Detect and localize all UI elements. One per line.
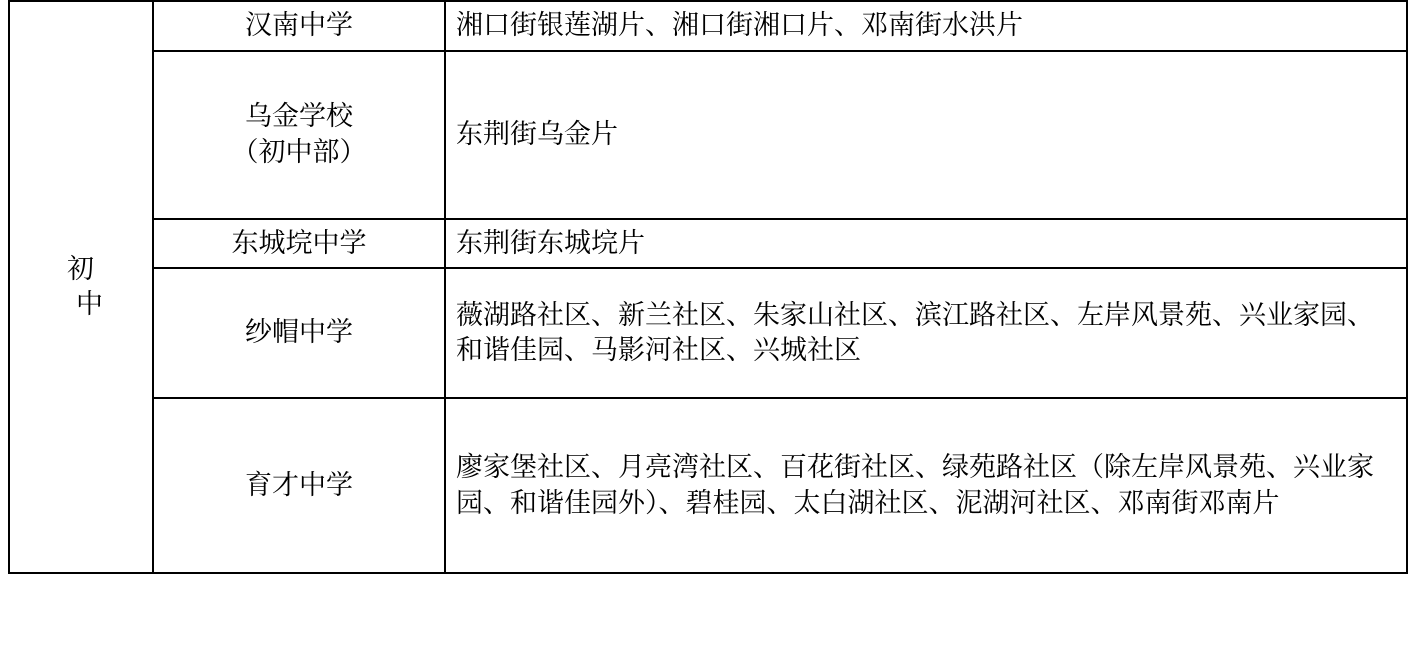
area-text: 东荆街东城垸片	[456, 227, 645, 258]
stage-label-line-2: 中	[76, 289, 104, 320]
stage-cell-junior-high	[9, 1, 153, 573]
table-row	[9, 51, 1407, 219]
area-cell	[445, 1, 1407, 51]
school-name-text: 汉南中学	[245, 10, 353, 40]
area-cell	[445, 51, 1407, 219]
area-text: 薇湖路社区、新兰社区、朱家山社区、滨江路社区、左岸风景苑、兴业家园、和谐佳园、马影河社区、兴城社区	[456, 299, 1374, 366]
area-cell	[445, 219, 1407, 269]
table-row	[9, 219, 1407, 269]
area-text: 湘口街银莲湖片、湘口街湘口片、邓南街水洪片	[456, 10, 1023, 40]
area-text: 廖家堡社区、月亮湾社区、百花街社区、绿苑路社区（除左岸风景苑、兴业家园、和谐佳园外）、碧桂园、太白湖社区、泥湖河社区、邓南街邓南片	[456, 452, 1374, 518]
school-name-cell	[153, 268, 445, 398]
school-name-text: 育才中学	[245, 469, 353, 500]
area-cell	[445, 268, 1407, 398]
school-name-cell	[153, 1, 445, 51]
stage-label-line-1: 初	[67, 253, 95, 284]
school-name-text: 纱帽中学	[245, 317, 353, 348]
table-row	[9, 1, 1407, 51]
school-enrollment-table	[8, 0, 1408, 574]
school-name-cell	[153, 219, 445, 269]
area-text: 东荆街乌金片	[456, 118, 618, 149]
school-name-text: 东城垸中学	[231, 227, 367, 258]
school-name-text-line-2: （初中部）	[231, 136, 367, 167]
table-body	[9, 1, 1407, 573]
school-name-text-line-1: 乌金学校	[245, 101, 353, 131]
stage-label	[20, 252, 142, 323]
school-name-cell	[153, 398, 445, 573]
table-row	[9, 398, 1407, 573]
table-row	[9, 268, 1407, 398]
area-cell	[445, 398, 1407, 573]
school-name-cell	[153, 51, 445, 219]
